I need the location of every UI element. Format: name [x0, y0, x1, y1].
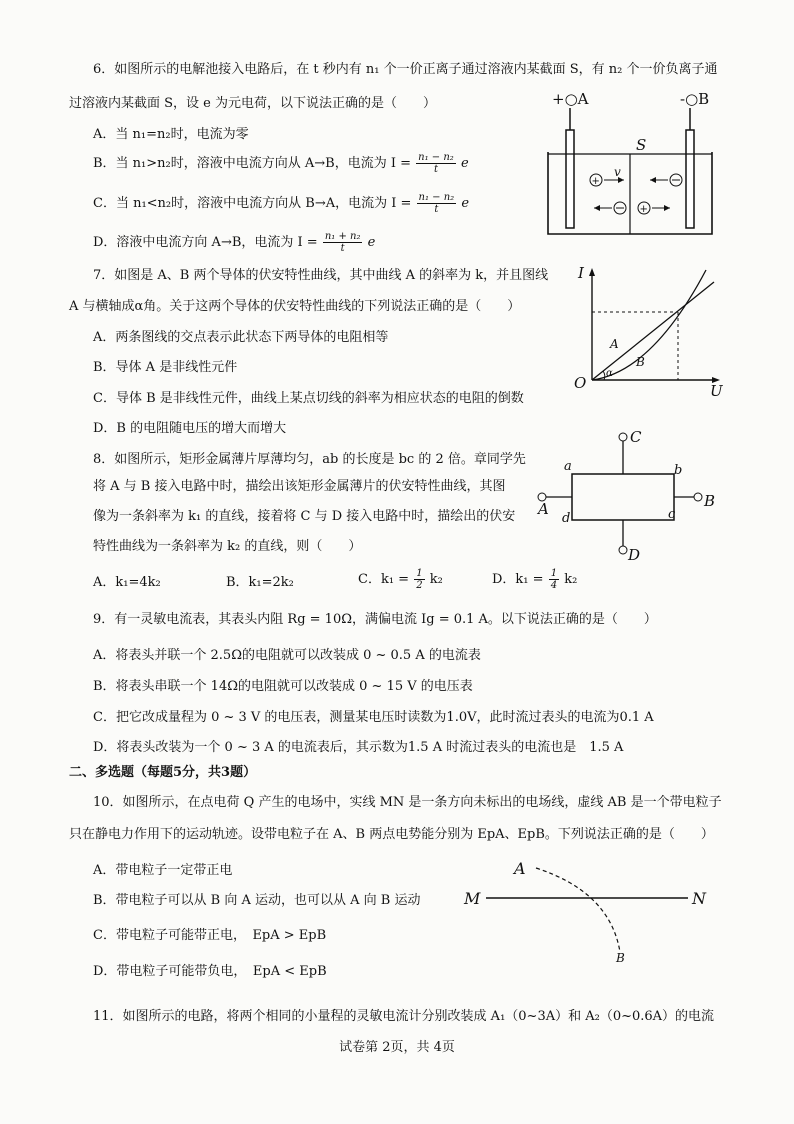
axis-i-label: I — [578, 264, 584, 282]
corner-a-label: a — [564, 459, 572, 474]
q6-b-numerator: n₁ − n₂ — [418, 152, 454, 163]
corner-c-label: c — [668, 507, 676, 522]
q9-option-c: C．把它改成量程为 0 ~ 3 V 的电压表，测量某电压时读数为1.0V，此时流过表头的电流为0.1 A — [93, 710, 654, 725]
corner-d-label: d — [562, 511, 571, 526]
q11-stem-line1: 11．如图所示的电路，将两个相同的小量程的灵敏电流计分别改装成 A₁（0~3A）和 A₂（0~0.6A）的电流 — [93, 1009, 715, 1024]
point-a-label: A — [514, 859, 526, 878]
q8-option-c: C．k₁ = $\frac{1}{2}$ k₂ — [358, 568, 443, 591]
axis-u-label: U — [710, 382, 723, 400]
q6-stem-line1: 6．如图所示的电解池接入电路后，在 t 秒内有 n₁ 个一价正离子通过溶液内某截面 S，有 n₂ 个一价负离子通 — [93, 62, 718, 77]
q6-option-a: A．当 n₁=n₂时，电流为零 — [93, 127, 249, 142]
cathode-electrode — [686, 130, 694, 228]
point-n-label: N — [692, 889, 706, 908]
line-a — [592, 282, 714, 380]
q6-terminal-a-label: +○A — [552, 90, 589, 108]
q10-stem-line1: 10．如图所示，在点电荷 Q 产生的电场中，实线 MN 是一条方向未标出的电场线，虚线 AB 是一个带电粒子 — [93, 795, 722, 810]
point-b-label: B — [616, 951, 625, 965]
anode-electrode — [566, 130, 574, 228]
q7-stem-line2: A 与横轴成α角。关于这两个导体的伏安特性曲线的下列说法正确的是（ ） — [69, 299, 521, 314]
section-multiple-choice-heading: 二、多选题（每题5分，共3题） — [69, 765, 257, 780]
q6-stem-line2: 过溶液内某截面 S，设 e 为元电荷，以下说法正确的是（ ） — [69, 96, 436, 111]
q10-option-d: D．带电粒子可能带负电， EpA < EpB — [93, 964, 327, 979]
q8-metal-sheet-figure — [534, 426, 724, 564]
terminal-d-label: D — [628, 546, 641, 564]
q7-stem-line1: 7．如图是 A、B 两个导体的伏安特性曲线，其中曲线 A 的斜率为 k，并且图线 — [93, 268, 549, 283]
q8-stem-line1: 8．如图所示，矩形金属薄片厚薄均匀，ab 的长度是 bc 的 2 倍。章同学先 — [93, 452, 526, 467]
point-m-label: M — [464, 889, 481, 908]
q7-option-b: B．导体 A 是非线性元件 — [93, 360, 238, 375]
curve-b-label: B — [636, 355, 645, 369]
q8-option-b: B．k₁=2k₂ — [226, 575, 294, 590]
page-footer: 试卷第 2页，共 4页 — [339, 1040, 455, 1055]
q6-terminal-b-label: -○B — [680, 90, 710, 108]
q6-option-b: B．当 n₁>n₂时，溶液中电流方向从 A→B，电流为 I = $\frac{\text{n₁ − n₂}}{t}$ e — [93, 152, 469, 175]
q10-option-b: B．带电粒子可以从 B 向 A 运动，也可以从 A 向 B 运动 — [93, 893, 421, 908]
q10-stem-line2: 只在静电力作用下的运动轨迹。设带电粒子在 A、B 两点电势能分别为 EpA、EpB。下列说法正确的是（ ） — [69, 827, 714, 842]
q7-option-c: C．导体 B 是非线性元件，曲线上某点切线的斜率为相应状态的电阻的倒数 — [93, 391, 524, 406]
q8-option-a: A．k₁=4k₂ — [93, 575, 161, 590]
q9-option-a: A．将表头并联一个 2.5Ω的电阻就可以改装成 0 ~ 0.5 A 的电流表 — [93, 648, 481, 663]
line-a-label: A — [610, 337, 619, 351]
terminal-a-label: A — [538, 500, 549, 518]
q8-stem-line3: 像为一条斜率为 k₁ 的直线，接着将 C 与 D 接入电路中时，描绘出的伏安 — [93, 509, 516, 524]
q7-iu-graph — [570, 262, 730, 398]
q9-option-b: B．将表头串联一个 14Ω的电阻就可以改装成 0 ~ 15 V 的电压表 — [93, 679, 473, 694]
terminal-b-label: B — [704, 492, 716, 510]
svg-text:+: + — [591, 176, 600, 187]
terminal-c-label: C — [630, 428, 642, 446]
q9-option-d: D．将表头改装为一个 0 ~ 3 A 的电流表后，其示数为1.5 A 时流过表头的电流也是 1.5 A — [93, 740, 624, 755]
section-s-label: S — [636, 136, 647, 154]
q6-electrolysis-figure — [540, 88, 740, 258]
q7-option-d: D．B 的电阻随电压的增大而增大 — [93, 421, 287, 436]
origin-label: O — [574, 374, 587, 392]
q10-option-c: C．带电粒子可能带正电， EpA > EpB — [93, 928, 327, 943]
angle-label: α — [606, 368, 613, 379]
velocity-label: v — [614, 165, 621, 179]
metal-sheet — [572, 474, 674, 520]
q6-option-d: D．溶液中电流方向 A→B，电流为 I = $\frac{\text{n₁ + n₂}}{t}$ e — [93, 231, 376, 254]
curve-b — [592, 270, 706, 380]
q8-option-d: D．k₁ = $\frac{1}{4}$ k₂ — [492, 568, 578, 591]
q6-option-c: C．当 n₁<n₂时，溶液中电流方向从 B→A，电流为 I = $\frac{\text{n₁ − n₂}}{t}$ e — [93, 192, 470, 215]
q10-field-line-figure — [462, 852, 722, 965]
svg-text:+: + — [639, 204, 648, 215]
q8-stem-line4: 特性曲线为一条斜率为 k₂ 的直线，则（ ） — [93, 539, 362, 554]
q6-b-denominator: t — [433, 164, 438, 175]
corner-b-label: b — [674, 463, 683, 478]
q9-stem: 9．有一灵敏电流表，其表头内阻 Rg = 10Ω，满偏电流 Ig = 0.1 A。以下说法正确的是（ ） — [93, 612, 657, 627]
q7-option-a: A．两条图线的交点表示此状态下两导体的电阻相等 — [93, 330, 389, 345]
q8-stem-line2: 将 A 与 B 接入电路中时，描绘出该矩形金属薄片的伏安特性曲线，其图 — [93, 479, 506, 494]
q10-option-a: A．带电粒子一定带正电 — [93, 863, 233, 878]
trajectory-ab — [536, 868, 620, 952]
